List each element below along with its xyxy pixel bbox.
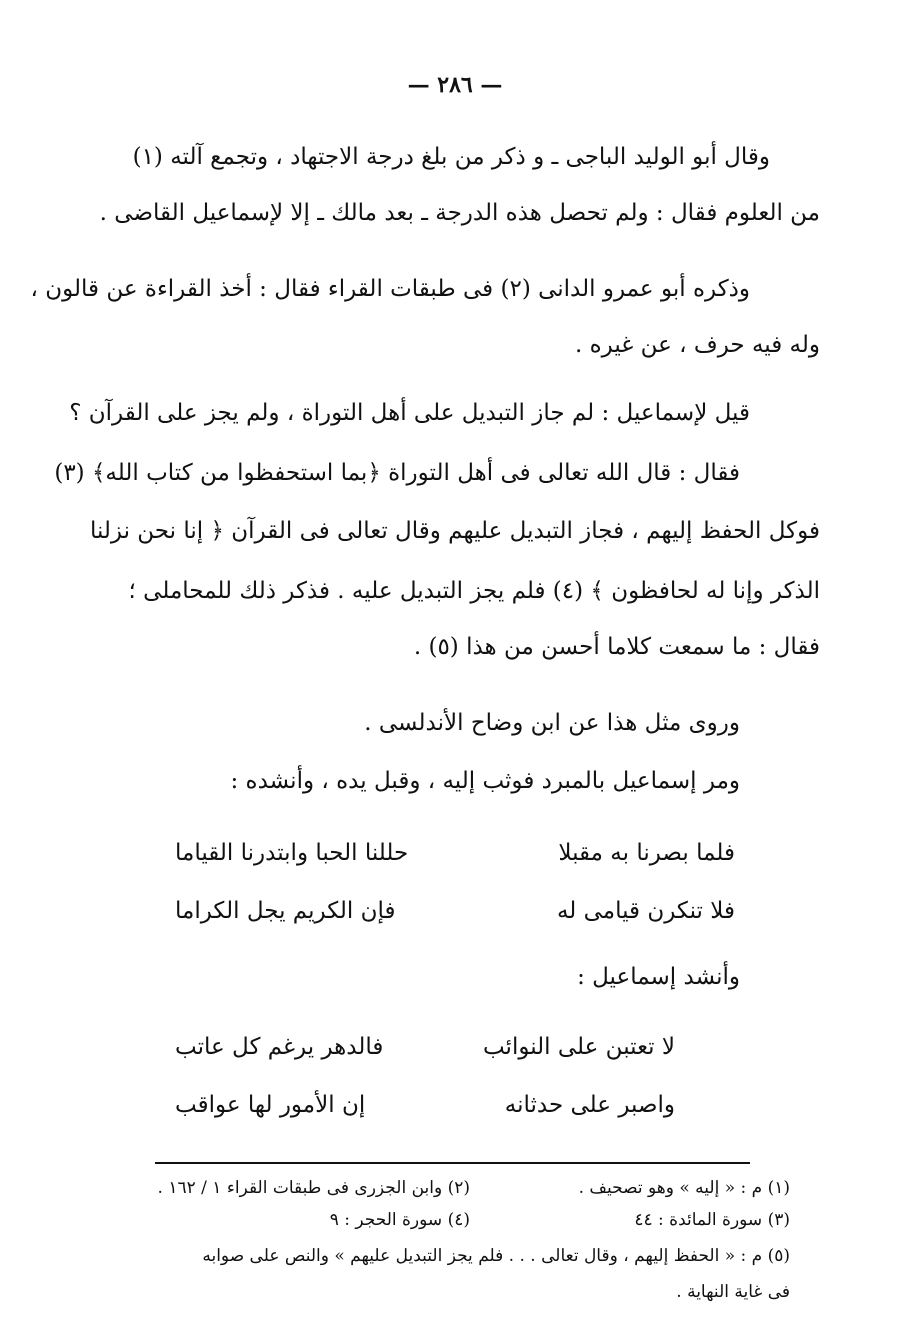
footnote: (٢) وابن الجزرى فى طبقات القراء ١ / ١٦٢ . [157, 1178, 470, 1198]
footnote: (٥) م : « الحفظ إليهم ، وقال تعالى . . . فلم يجز التبديل عليهم » والنص على صوابه [202, 1246, 790, 1266]
poem-intro: وأنشد إسماعيل : [577, 964, 740, 990]
paragraph-line: فوكل الحفظ إليهم ، فجاز التبديل عليهم وقال تعالى فى القرآن ﴿ إنا نحن نزلنا [89, 518, 820, 544]
paragraph-line: وله فيه حرف ، عن غيره . [574, 332, 820, 358]
footnote: فى غاية النهاية . [676, 1282, 790, 1302]
poem-hemistich-second: فإن الكريم يجل الكراما [175, 898, 396, 924]
paragraph-line: فقال : ما سمعت كلاما أحسن من هذا (٥) . [413, 634, 820, 660]
footnote-separator [155, 1162, 750, 1164]
poem-hemistich-first: فلما بصرنا به مقبلا [558, 840, 735, 866]
paragraph-line: فقال : قال الله تعالى فى أهل التوراة ﴿بما استحفظوا من كتاب الله﴾ (٣) [54, 460, 740, 486]
footnote: (٣) سورة المائدة : ٤٤ [634, 1210, 790, 1230]
paragraph-line: قيل لإسماعيل : لم جاز التبديل على أهل التوراة ، ولم يجز على القرآن ؟ [69, 400, 750, 426]
poem-hemistich-first: لا تعتبن على النوائب [482, 1034, 675, 1060]
poem-hemistich-second: حللنا الحبا وابتدرنا القياما [175, 840, 409, 866]
paragraph-line: وقال أبو الوليد الباجى ـ و ذكر من بلغ درجة الاجتهاد ، وتجمع آلته (١) [132, 144, 770, 170]
paragraph-line: وروى مثل هذا عن ابن وضاح الأندلسى . [364, 710, 740, 736]
poem-hemistich-first: فلا تنكرن قيامى له [556, 898, 735, 924]
page-number: — ٢٨٦ — [407, 72, 503, 98]
paragraph-line: من العلوم فقال : ولم تحصل هذه الدرجة ـ بعد مالك ـ إلا لإسماعيل القاضى . [99, 200, 820, 226]
footnote: (١) م : « إليه » وهو تصحيف . [578, 1178, 790, 1198]
footnote: (٤) سورة الحجر : ٩ [329, 1210, 470, 1230]
poem-hemistich-first: واصبر على حدثانه [504, 1092, 675, 1118]
poem-hemistich-second: فالدهر يرغم كل عاتب [175, 1034, 384, 1060]
paragraph-line: ومر إسماعيل بالمبرد فوثب إليه ، وقبل يده ، وأنشده : [230, 768, 740, 794]
paragraph-line: الذكر وإنا له لحافظون ﴾ (٤) فلم يجز التبديل عليه . فذكر ذلك للمحاملى ؛ [128, 578, 820, 604]
paragraph-line: وذكره أبو عمرو الدانى (٢) فى طبقات القراء فقال : أخذ القراءة عن قالون ، [30, 276, 750, 302]
poem-hemistich-second: إن الأمور لها عواقب [175, 1092, 366, 1118]
